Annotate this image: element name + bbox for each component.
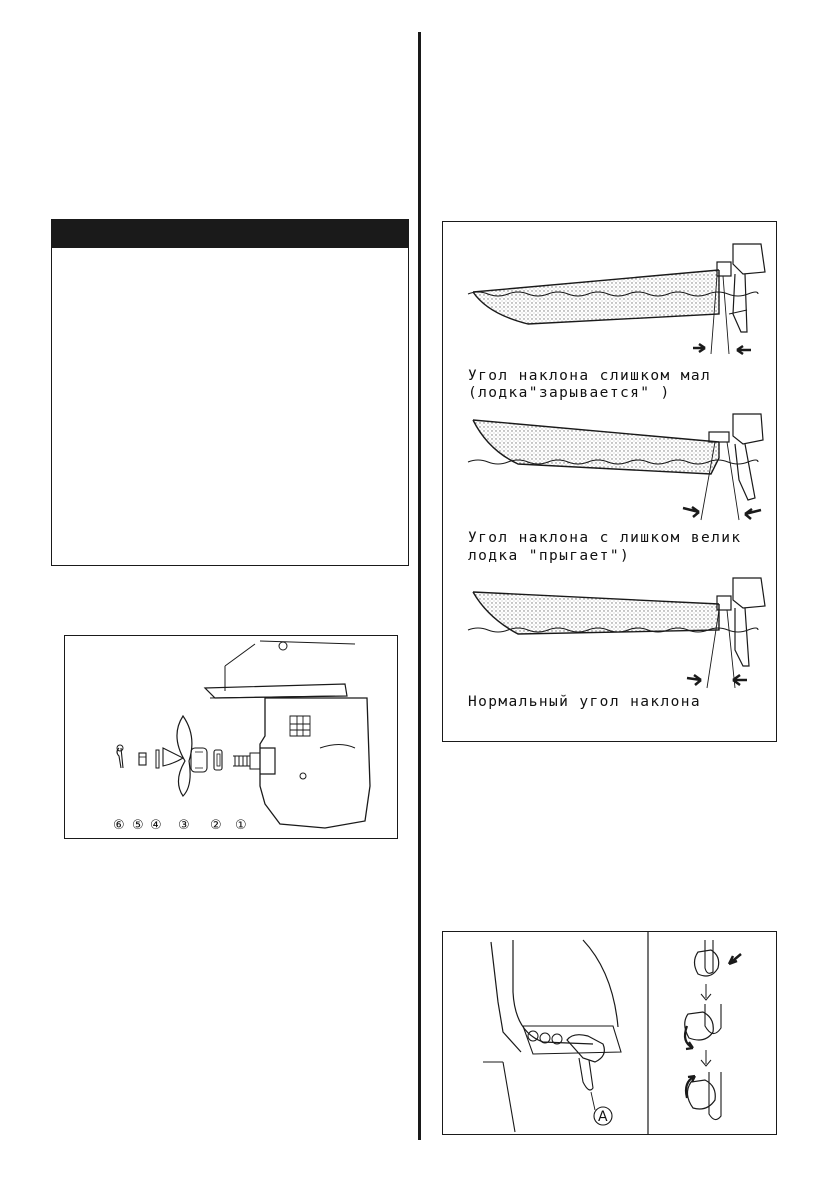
caption-trim-too-low-1: Угол наклона слишком мал bbox=[468, 368, 712, 384]
caption-trim-too-low-2: (лодка"зарывается" ) bbox=[468, 385, 671, 401]
trim-angle-figure bbox=[442, 221, 777, 742]
trim-too-low-illustration bbox=[443, 234, 776, 374]
column-divider bbox=[418, 32, 421, 1140]
propeller-exploded-figure bbox=[64, 635, 398, 839]
trim-normal-illustration bbox=[443, 574, 776, 694]
warning-header-bar bbox=[52, 220, 408, 248]
label-5: ⑤ bbox=[132, 818, 144, 833]
propeller-labels bbox=[65, 636, 397, 838]
label-1: ① bbox=[235, 818, 247, 833]
label-2: ② bbox=[210, 818, 222, 833]
caption-trim-too-high-1: Угол наклона с лишком велик bbox=[468, 530, 742, 546]
callout-a: A bbox=[598, 1109, 608, 1125]
label-3: ③ bbox=[178, 818, 190, 833]
label-4: ④ bbox=[150, 818, 162, 833]
tilt-lock-callout-layer bbox=[443, 932, 776, 1134]
tilt-lock-figure bbox=[442, 931, 777, 1135]
caption-trim-normal: Нормальный угол наклона bbox=[468, 694, 701, 710]
label-6: ⑥ bbox=[113, 818, 125, 833]
caption-trim-too-high-2: лодка "прыгает") bbox=[468, 548, 631, 564]
trim-too-high-illustration bbox=[443, 410, 776, 530]
warning-box bbox=[51, 219, 409, 566]
